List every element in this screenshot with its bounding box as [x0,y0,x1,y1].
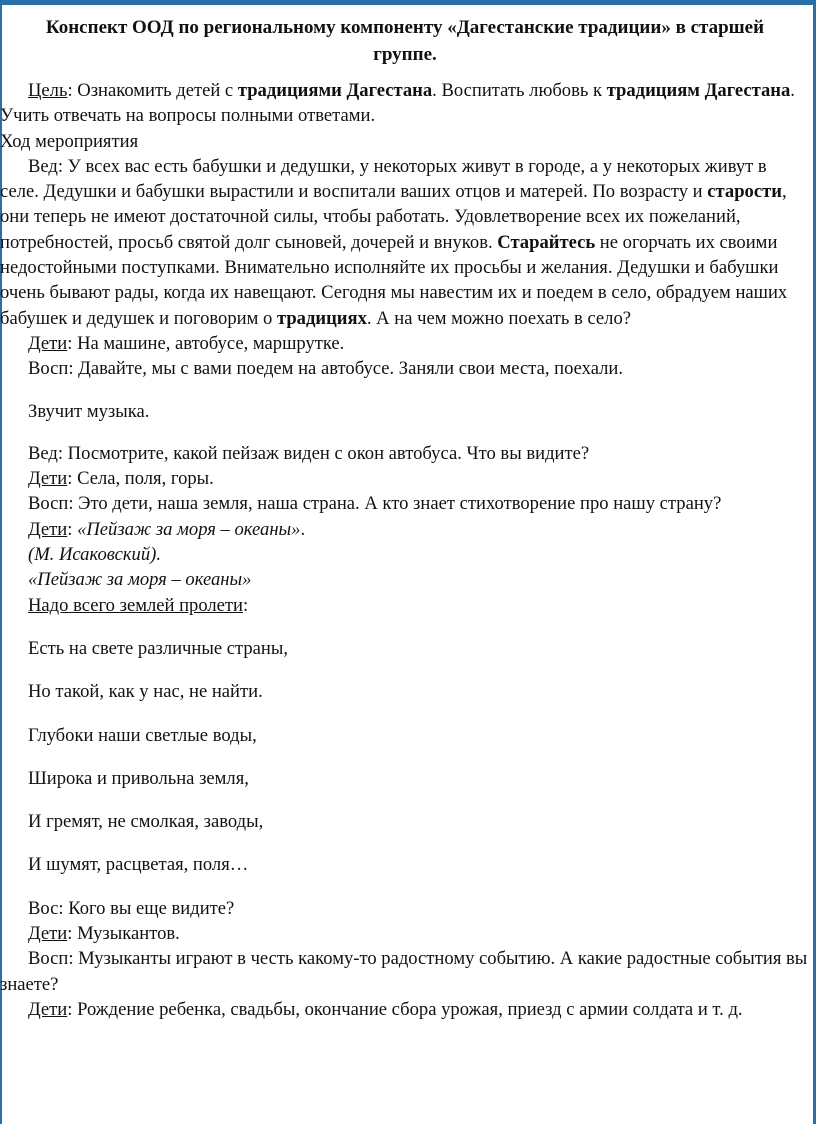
children-answer-1: Дети: На машине, автобусе, маршрутке. [28,332,345,354]
children-answer-5: Дети: Рождение ребенка, свадьбы, окончание сбора урожая, приезд с армии солдата и т. д. [28,998,743,1020]
poem-line: Есть на свете различные страны, [28,637,288,659]
goal-label: Цель [28,80,68,101]
document-title: Конспект ООД по региональному компоненту «Дагестанские традиции» в старшей группе. [45,17,765,65]
poem-intro: Надо всего землей пролети: [28,594,249,616]
ved-paragraph-1: Вед: У всех вас есть бабушки и дедушки, у некоторых живут в городе, а у некоторых живут в селе. Дедушки и бабушки вырастили и воспитали ваших отцов и матерей. По возрасту и старости, они теперь не имеют достаточной силы, чтобы работать. Удовлетворение всех их пожеланий, потребностей, просьб святой долг сыновей, дочерей и внуков. Старайтесь не огорчать их своими недостойными поступками. Внимательно исполняйте их просьбы и желания. Дедушки и бабушки очень бывают рады, когда их навещают. Сегодня мы навестим их и поедем в село, обрадуем наших бабушек и дедушек и поговорим о традициях. А на чем можно поехать в село? [0,155,788,329]
vosp-paragraph-1: Восп: Давайте, мы с вами поедем на автобусе. Заняли свои места, поехали. [28,358,623,380]
children-answer-2: Дети: Села, поля, горы. [28,468,214,490]
children-answer-4: Дети: Музыкантов. [28,923,180,945]
poem-line: И гремят, не смолкая, заводы, [28,811,264,833]
children-answer-3: Дети: «Пейзаж за моря – океаны». [28,518,306,540]
goal-paragraph: Цель: Ознакомить детей с традициями Дагестана. Воспитать любовь к традициям Дагестана. Учить отвечать на вопросы полными ответами. [0,80,795,127]
page-frame-top [0,0,816,5]
document-page [0,14,810,1022]
poem-line: Широка и привольна земля, [28,767,249,789]
poem-line: Но такой, как у нас, не найти. [28,681,263,703]
music-note: Звучит музыка. [28,400,150,422]
vos-paragraph-3: Вос: Кого вы еще видите? [28,897,235,919]
poem-line: И шумят, расцветая, поля… [28,854,249,876]
poem-author: (М. Исаковский). [28,544,161,566]
ved-paragraph-2: Вед: Посмотрите, какой пейзаж виден с окон автобуса. Что вы видите? [28,442,590,464]
vosp-paragraph-2: Восп: Это дети, наша земля, наша страна. А кто знает стихотворение про нашу страну? [28,493,722,515]
progress-heading: Ход мероприятия [0,130,139,152]
poem-title: «Пейзаж за моря – океаны» [28,569,252,591]
poem-line: Глубоки наши светлые воды, [28,724,257,746]
vosp-paragraph-3: Восп: Музыканты играют в честь какому-то радостному событию. А какие радостные события вы знаете? [0,948,808,995]
